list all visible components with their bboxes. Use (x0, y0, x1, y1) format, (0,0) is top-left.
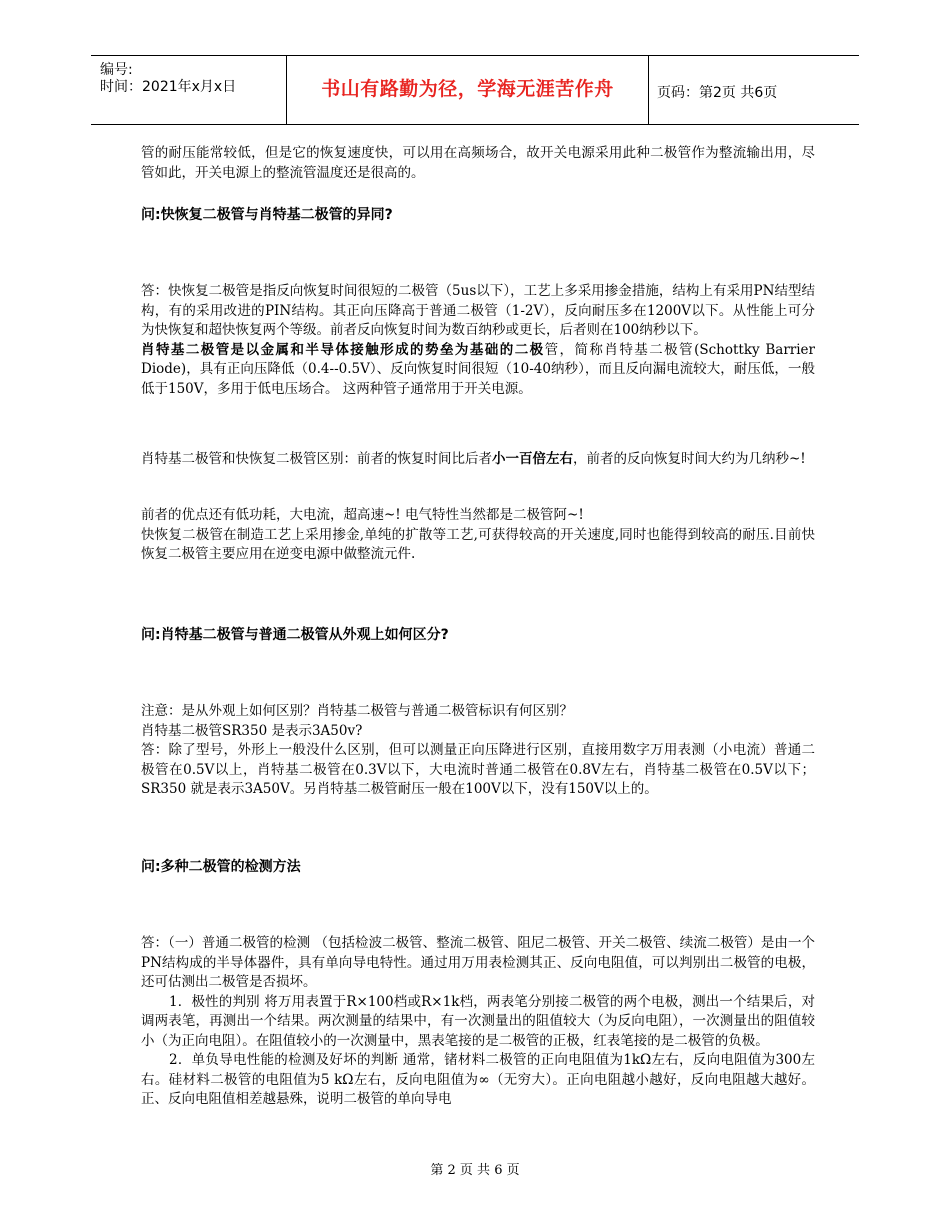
paragraph (141, 450, 815, 470)
text: ，前者的反向恢复时间大约为几纳秒~! (573, 451, 806, 467)
paragraph: 快恢复二极管在制造工艺上采用掺金,单纯的扩散等工艺,可获得较高的开关速度,同时也能得到较高的耐压.目前快恢复二极管主要应用在逆变电源中做整流元件. (141, 526, 815, 562)
paragraph: 2．单负导电性能的检测及好坏的判断 通常，锗材料二极管的正向电阻值为1kΩ左右，反向电阻值为300左右。硅材料二极管的电阻值为5 kΩ左右，反向电阻值为∞（无穷大）。正向电阻越小越好，反向电阻越大越好。正、反向电阻值相差越悬殊，说明二极管的单向导电 (141, 1052, 815, 1107)
paragraph-intro (141, 144, 815, 183)
paragraph: 注意：是从外观上如何区别？肖特基二极管与普通二极管标识有何区别？ (141, 703, 573, 719)
paragraph: 前者的优点还有低功耗，大电流，超高速~! 电气特性当然都是二极管阿~! (141, 507, 584, 523)
paragraph: 答：（一）普通二极管的检测 （包括检波二极管、整流二极管、阻尼二极管、开关二极管、续流二极管）是由一个PN结构成的半导体器件，具有单向导电特性。通过用万用表检测其正、反向电阻值，可以判别出二极管的电极，还可估测出二极管是否损坏。 (141, 935, 815, 990)
header-table (91, 55, 859, 125)
question-block (141, 626, 815, 646)
question-block (141, 858, 815, 878)
question-heading: 问:肖特基二极管与普通二极管从外观上如何区分? (141, 627, 449, 643)
question-block (141, 206, 815, 226)
question-heading: 问:多种二极管的检测方法 (141, 859, 301, 875)
paragraph: 答：除了型号，外形上一般没什么区别，但可以测量正向压降进行区别，直接用数字万用表测（小电流）普通二极管在0.5V以上，肖特基二极管在0.3V以下，大电流时普通二极管在0.8V左右，肖特基二极管在0.5V以下；SR350 就是表示3A50V。另肖特基二极管耐压一般在100V以下，没有150V以上的。 (141, 742, 815, 797)
answer-block (141, 282, 815, 399)
header-page-info: 页码：第2页 共6页 (657, 85, 778, 101)
paragraph: 1．极性的判别 将万用表置于R×100档或R×1k档，两表笔分别接二极管的两个电极，测出一个结果后，对调两表笔，再测出一个结果。两次测量的结果中，有一次测量出的阻值较大（为反向电阻），一次测量出的阻值较小（为正向电阻）。在阻值较小的一次测量中，黑表笔接的是二极管的正极，红表笔接的是二极管的负极。 (141, 993, 815, 1049)
header-motto: 书山有路勤为径，学海无涯苦作舟 (321, 78, 614, 100)
time-label: 时间：2021年x月x日 (100, 79, 237, 95)
text: 管，简称肖特基二极管(Schottky Barrier Diode)，具有正向压降低（0.4--0.5V）、反向恢复时间很短（10-40纳秒），而且反向漏电流较大，耐压低，一般低于150V，多用于低电压场合。 这两种管子通常用于开关电源。 (141, 341, 816, 397)
text: 肖特基二极管和快恢复二极管区别：前者的恢复时间比后者 (141, 451, 492, 467)
bold-text: 小一百倍左右 (492, 451, 573, 467)
paragraph (141, 341, 815, 400)
header-meta (100, 62, 236, 96)
answer-block (141, 506, 815, 565)
bold-text: 肖特基二极管是以金属和半导体接触形成的势垒为基础的二极 (141, 341, 545, 358)
paragraph: 肖特基二极管SR350 是表示3A50v? (141, 722, 363, 739)
answer-block (141, 702, 815, 800)
page-footer: 第 2 页 共 6 页 (430, 1163, 520, 1178)
header-divider (648, 56, 649, 124)
paragraph: 管的耐压能常较低，但是它的恢复速度快，可以用在高频场合，故开关电源采用此种二极管作为整流输出用，尽管如此，开关电源上的整流管温度还是很高的。 (141, 145, 815, 181)
question-heading: 问:快恢复二极管与肖特基二极管的异同? (141, 207, 393, 223)
answer-block (141, 934, 815, 1110)
number-label: 编号: (100, 62, 133, 78)
answer-block (141, 450, 815, 470)
paragraph: 答：快恢复二极管是指反向恢复时间很短的二极管（5us以下），工艺上多采用掺金措施，结构上有采用PN结型结构，有的采用改进的PIN结构。其正向压降高于普通二极管（1-2V），反向耐压多在1200V以下。从性能上可分为快恢复和超快恢复两个等级。前者反向恢复时间为数百纳秒或更长，后者则在100纳秒以下。 (141, 283, 815, 338)
